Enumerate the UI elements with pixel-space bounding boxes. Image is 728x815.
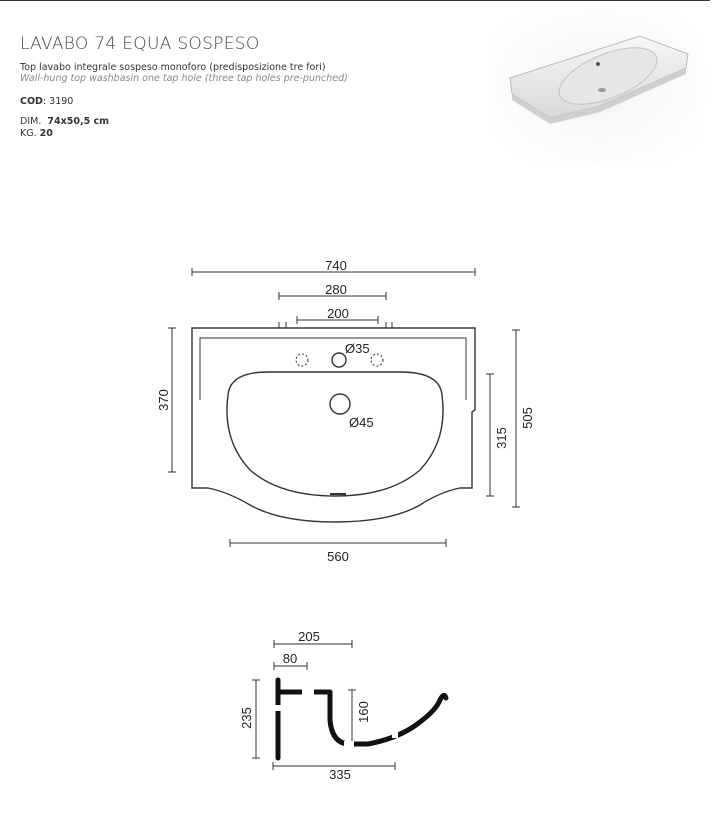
- product-title: LAVABO 74 EQUA SOSPESO: [20, 34, 260, 54]
- label-160: 160: [356, 701, 371, 723]
- dim-value: 74x50,5 cm: [47, 116, 110, 127]
- label-370: 370: [156, 389, 171, 411]
- label-505: 505: [520, 407, 535, 429]
- label-205: 205: [298, 629, 320, 644]
- dim-label: DIM.: [20, 116, 42, 127]
- label-560: 560: [327, 549, 349, 564]
- label-315: 315: [494, 427, 509, 449]
- description-english: Wall-hung top washbasin one tap hole (three tap holes pre-punched): [20, 73, 348, 84]
- cod-value: : 3190: [42, 96, 74, 107]
- label-335: 335: [329, 767, 351, 782]
- label-740: 740: [325, 258, 347, 273]
- label-80: 80: [282, 651, 298, 666]
- description-italian: Top lavabo integrale sospeso monoforo (predisposizione tre fori): [20, 62, 326, 73]
- label-drain-hole: Ø45: [349, 415, 374, 430]
- kg-value: 20: [39, 128, 53, 139]
- label-280: 280: [325, 282, 347, 297]
- kg-label: KG.: [20, 128, 37, 139]
- label-235: 235: [239, 707, 254, 729]
- cod-label: COD: [20, 96, 43, 107]
- label-tap-hole: Ø35: [345, 341, 370, 356]
- label-200: 200: [327, 306, 349, 321]
